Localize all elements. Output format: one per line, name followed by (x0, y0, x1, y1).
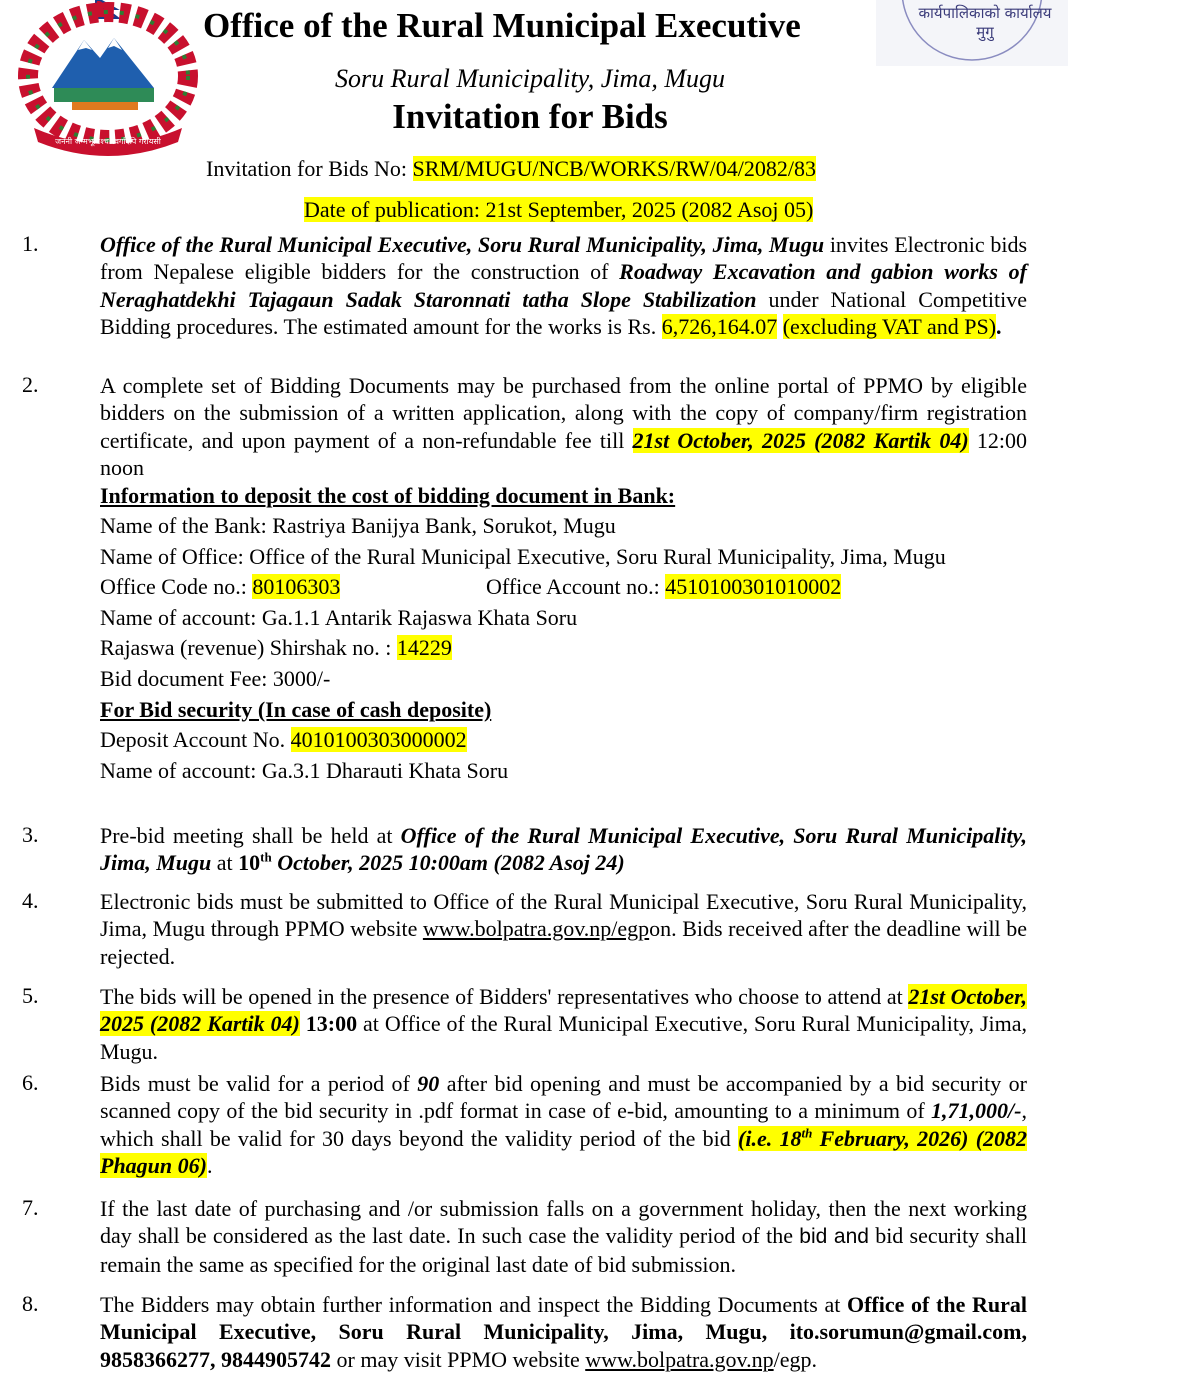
stamp-line-1: कार्यपालिकाको कार्यालय (918, 4, 1052, 22)
item-number: 8. (22, 1291, 39, 1316)
ppmo-website-link[interactable]: www.bolpatra.gov.np (585, 1346, 774, 1372)
revenue-label: Rajaswa (revenue) Shirshak no. : (100, 635, 397, 660)
publication-date (304, 197, 813, 223)
item-7-text (100, 1195, 1027, 1278)
document-title: Invitation for Bids (392, 97, 668, 136)
security-heading-text: For Bid security (In case of cash deposite) (100, 697, 492, 722)
office-name: Name of Office: Office of the Rural Municipal Executive, Soru Rural Municipality, Jima, Mugu (100, 544, 946, 569)
item-3-text (100, 822, 1027, 877)
item-6-text (100, 1070, 1027, 1179)
ppmo-link[interactable]: www.bolpatra.gov.np/egp (422, 916, 650, 942)
account-label: Office Account no.: (486, 574, 666, 599)
prebid-sup: th (260, 849, 272, 865)
validity-sup: th (801, 1125, 813, 1141)
office-code-label: Office Code no.: (100, 574, 253, 599)
item-number: 1. (22, 231, 39, 256)
item-2-t1: A complete set of Bidding Documents may be purchased from the online portal of PPMO by eligible bidders on the submission of a written application, along with the copy of company/firm registration certificate, and upon payment of a non-refundable fee till (100, 373, 1027, 453)
item-8-end: . (811, 1346, 818, 1372)
validity-ie2: February, 2026) (812, 1125, 969, 1151)
item-6-t3: , which shall be valid for 30 days beyond the validity period of the bid (100, 1098, 1027, 1151)
municipality-name: Soru Rural Municipality, Jima, Mugu (335, 64, 725, 93)
prebid-place: Office of the Rural Municipal Executive, Soru Rural Municipality, Jima, Mugu (100, 823, 1028, 876)
item-1-project: Roadway Excavation and gabion works of Neraghatdekhi Tajagaun Sadak Staronnati tatha Slope Stabilization (100, 259, 1027, 312)
account-line (486, 574, 841, 600)
item-6-t2: after bid opening and must be accompanied by a bid security or scanned copy of the bid security in .pdf format in case of e-bid, amounting to a minimum of (100, 1071, 1027, 1124)
bank-heading-text: Information to deposit the cost of bidding document in Bank: (100, 483, 676, 508)
item-5-text (100, 983, 1027, 1065)
revenue-number: 14229 (396, 635, 452, 660)
account-name: Name of account: Ga.1.1 Antarik Rajaswa Khata Soru (100, 605, 578, 630)
ifb-label: Invitation for Bids No: (206, 156, 413, 181)
item-6-t1: Bids must be valid for a period of (100, 1071, 418, 1096)
item-1-t1: invites Electronic bids from Nepalese eligible bidders for the construction of (100, 232, 1028, 285)
ifb-number: SRM/MUGU/NCB/WORKS/RW/04/2082/83 (412, 156, 816, 181)
opening-time: 13:00 (299, 1011, 358, 1037)
security-heading (100, 697, 491, 723)
item-6-end: . (206, 1152, 213, 1178)
validity-nepali: (2082 Phagun 06) (100, 1125, 1028, 1178)
item-2-t2: 12:00 noon (100, 427, 1027, 480)
item-8-text (100, 1291, 1027, 1373)
deposit-label: Deposit Account No. (100, 727, 291, 752)
item-5-t1: The bids will be opened in the presence of Bidders' representatives who choose to attend at (100, 984, 909, 1009)
bank-name: Name of the Bank: Rastriya Banijya Bank, Sorukot, Mugu (100, 513, 616, 538)
item-4-t1: Electronic bids must be submitted to Office of the Rural Municipal Executive, Soru Rural Municipality, Jima, Mugu through PPMO website (100, 889, 1027, 942)
estimated-amount: 6,726,164.07 (661, 313, 778, 339)
contact-info: Office of the Rural Municipal Executive, Soru Rural Municipality, Jima, Mugu, ito.sorumun@gmail.com, 9858366277, 9844905742 (100, 1292, 1027, 1372)
item-number: 7. (22, 1195, 39, 1220)
validity-days: 90 (417, 1071, 440, 1096)
stamp-line-2: मुगु (976, 23, 994, 41)
item-1-text (100, 231, 1027, 340)
office-code: 80106303 (252, 574, 341, 599)
item-3-t1: Pre-bid meeting shall be held at (100, 823, 401, 848)
item-4-text (100, 888, 1027, 970)
bank-heading (100, 483, 675, 509)
emblem-motto: जननी जन्मभूमिश्च स्वर्गादपि गरीयसी (55, 137, 161, 146)
item-3-t2: at (211, 850, 239, 876)
item-1-office: Office of the Rural Municipal Executive, Soru Rural Municipality, Jima, Mugu (100, 232, 825, 257)
item-2-text (100, 372, 1027, 481)
stamp-text (905, 4, 1065, 42)
item-8-t2: or may visit PPMO website (331, 1346, 586, 1372)
prebid-date: October, 2025 10:00am (2082 Asoj 24) (271, 850, 625, 876)
item-number: 2. (22, 372, 39, 397)
deposit-line (100, 727, 467, 753)
item-4-t2: on. Bids received after the deadline will be rejected. (100, 916, 1027, 969)
amount-note: (excluding VAT and PS) (782, 313, 997, 339)
security-amount: 1,71,000/- (931, 1098, 1022, 1124)
office-code-line (100, 574, 340, 600)
publication-text: Date of publication: 21st September, 2025 (2082 Asoj 05) (304, 197, 814, 222)
revenue-line (100, 635, 452, 661)
item-number: 3. (22, 822, 39, 847)
ppmo-link-suffix: /egp (773, 1346, 812, 1372)
item-5-t2: at Office of the Rural Municipal Executive, Soru Rural Municipality, Jima, Mugu. (100, 1011, 1027, 1064)
validity-ie: (i.e. 18 (738, 1125, 802, 1151)
item-7-bid: bid and (799, 1225, 869, 1249)
opening-date: 21st October, 2025 (2082 Kartik 04) (100, 984, 1027, 1037)
item-number: 4. (22, 888, 39, 913)
prebid-day: 10 (238, 850, 261, 876)
item-number: 5. (22, 983, 39, 1008)
item-number: 6. (22, 1070, 39, 1095)
purchase-deadline: 21st October, 2025 (2082 Kartik 04) (632, 427, 969, 453)
office-title: Office of the Rural Municipal Executive (203, 6, 801, 45)
item-7-t1: If the last date of purchasing and /or submission falls on a government holiday, then the next working day shall be considered as the last date. In such case the validity period of the (100, 1196, 1027, 1249)
deposit-number: 4010100303000002 (290, 727, 467, 752)
item-7-t2: bid security shall remain the same as specified for the original last date of bid submission. (100, 1223, 1027, 1277)
item-1-t2: under National Competitive Bidding procedures. The estimated amount for the works is Rs. (100, 286, 1028, 339)
item-8-t1: The Bidders may obtain further information and inspect the Bidding Documents at (100, 1292, 847, 1317)
bid-fee: Bid document Fee: 3000/- (100, 666, 331, 691)
item-1-end: . (996, 313, 1002, 339)
deposit-name: Name of account: Ga.3.1 Dharauti Khata Soru (100, 758, 509, 783)
account-number: 4510100301010002 (665, 574, 842, 599)
ifb-number-line (206, 156, 816, 182)
